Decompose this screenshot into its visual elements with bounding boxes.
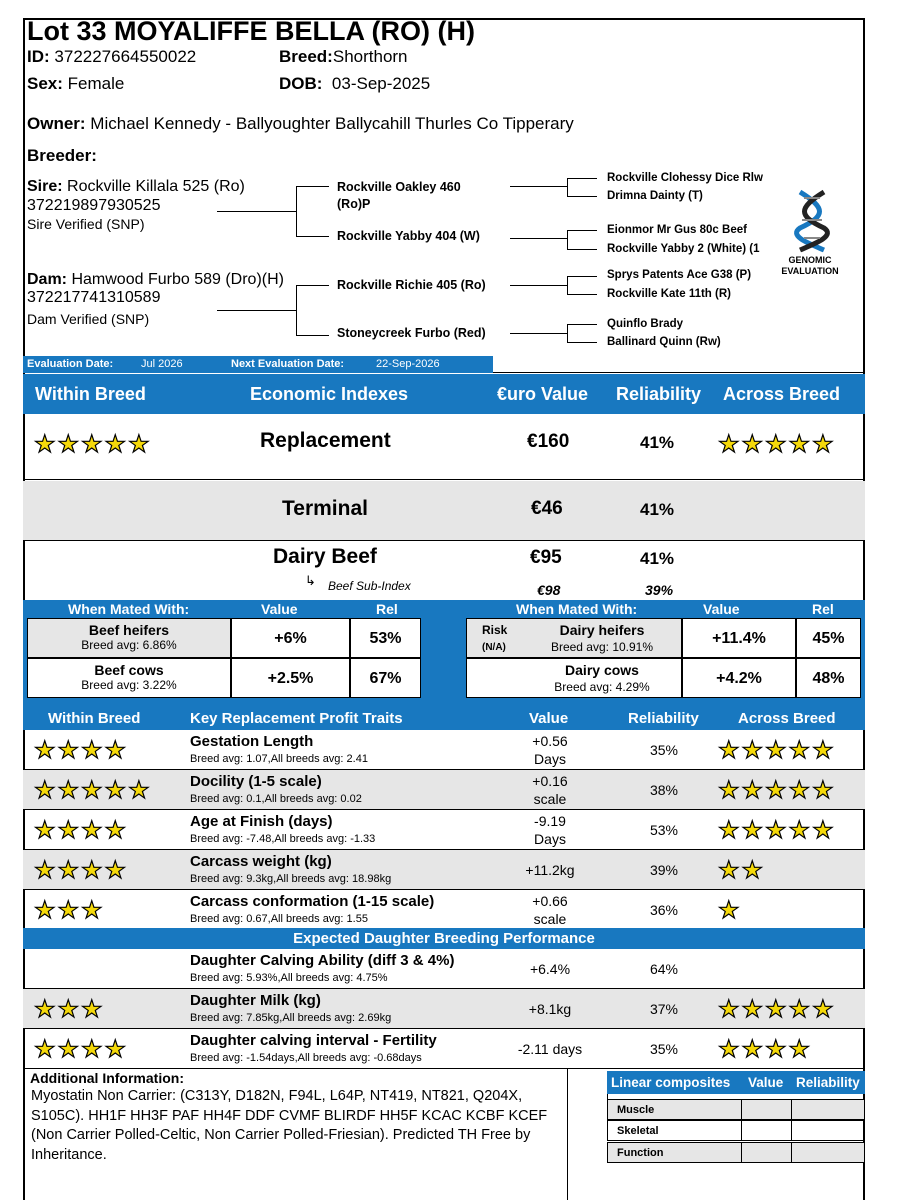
trait-average: Breed avg: 0.1,All breeds avg: 0.02 bbox=[190, 793, 362, 805]
trait-average: Breed avg: 7.85kg,All breeds avg: 2.69kg bbox=[190, 1012, 392, 1024]
trait-name: Carcass conformation (1-15 scale) bbox=[190, 893, 435, 910]
granddam-maternal: Stoneycreek Furbo (Red) bbox=[337, 326, 486, 340]
trait-average: Breed avg: -1.54days,All breeds avg: -0.68days bbox=[190, 1052, 422, 1064]
mated-header: When Mated With: Value Rel When Mated With: Value Rel bbox=[23, 600, 865, 618]
sex-line: Sex: Female bbox=[27, 74, 125, 93]
daughter-row bbox=[23, 989, 865, 1029]
within-stars: ★★★★★ bbox=[34, 776, 152, 804]
trait-average: Breed avg: 1.07,All breeds avg: 2.41 bbox=[190, 753, 368, 765]
trait-row bbox=[23, 730, 865, 770]
trait-unit: scale bbox=[533, 911, 567, 927]
granddam-paternal: Rockville Yabby 404 (W) bbox=[337, 229, 480, 243]
across-stars: ★★★★★ bbox=[718, 430, 836, 458]
across-stars: ★★★★★ bbox=[718, 776, 836, 804]
trait-average: Breed avg: 0.67,All breeds avg: 1.55 bbox=[190, 913, 368, 925]
trait-value: +0.66 bbox=[532, 893, 568, 909]
trait-row bbox=[23, 770, 865, 810]
trait-reliability: 35% bbox=[649, 1041, 679, 1057]
terminal-row: Terminal €46 41% bbox=[23, 481, 865, 541]
trait-name: Carcass weight (kg) bbox=[190, 853, 332, 870]
additional-text: Myostatin Non Carrier: (C313Y, D182N, F94L, L64P, NT419, NT821, Q204X, S105C). HH1F HH3F PAF HH4F DDF CVMF BLIRDF HH5F KCAC KCBF KCEF (Non Carrier Polled-Celtic, Non Carrier Polled-Friesian). Predicted TH Free by Inheritance. bbox=[31, 1088, 548, 1163]
trait-value: +11.2kg bbox=[525, 862, 575, 878]
lot-title: Lot 33 MOYALIFFE BELLA (RO) (H) bbox=[27, 16, 475, 46]
trait-value: +0.56 bbox=[532, 733, 568, 749]
trait-unit: Days bbox=[534, 751, 566, 767]
linear-name: Function bbox=[617, 1147, 664, 1159]
trait-name: Daughter Milk (kg) bbox=[190, 992, 321, 1009]
genomic-label: GENOMIC EVALUATION bbox=[781, 255, 839, 276]
sub-index-arrow-icon: ↳ bbox=[305, 573, 316, 588]
trait-reliability: 53% bbox=[649, 822, 679, 838]
dairy-beef-row: Dairy Beef €95 41% ↳ Beef Sub-Index €98 39% bbox=[273, 545, 675, 598]
ggp-1: Rockville Clohessy Dice Rlw bbox=[607, 172, 763, 184]
trait-value: +8.1kg bbox=[528, 1001, 572, 1017]
trait-value: -9.19 bbox=[534, 813, 566, 829]
grandsire-maternal: Rockville Richie 405 (Ro) bbox=[337, 278, 486, 292]
dob-line: DOB: 03-Sep-2025 bbox=[279, 74, 431, 93]
breed-line: Breed:Shorthorn bbox=[279, 47, 408, 66]
linear-header: Linear composites Value Reliability bbox=[607, 1071, 865, 1094]
trait-name: Gestation Length bbox=[190, 733, 314, 750]
within-stars: ★★★★ bbox=[34, 1035, 129, 1063]
trait-average: Breed avg: 9.3kg,All breeds avg: 18.98kg bbox=[190, 873, 392, 885]
within-stars: ★★★★ bbox=[34, 856, 129, 884]
additional-title: Additional Information: bbox=[30, 1070, 184, 1086]
beef-cows-cell: Beef cows Breed avg: 3.22% bbox=[27, 658, 231, 698]
dam-block: Dam: Hamwood Furbo 589 (Dro)(H) 372217741310589 Dam Verified (SNP) bbox=[27, 271, 284, 327]
trait-row bbox=[23, 810, 865, 850]
across-stars: ★★★★ bbox=[718, 1035, 813, 1063]
within-stars: ★★★★ bbox=[34, 736, 129, 764]
ggp-7: Quinflo Brady bbox=[607, 318, 684, 330]
linear-row bbox=[607, 1120, 865, 1141]
trait-name: Daughter calving interval - Fertility bbox=[190, 1032, 437, 1049]
indexes-header: Within Breed Economic Indexes €uro Value Reliability Across Breed bbox=[23, 374, 865, 414]
ggp-3: Eionmor Mr Gus 80c Beef bbox=[607, 224, 747, 236]
owner-line: Owner: Michael Kennedy - Ballyoughter Ballycahill Thurles Co Tipperary bbox=[27, 114, 574, 133]
across-stars: ★★★★★ bbox=[718, 736, 836, 764]
trait-name: Docility (1-5 scale) bbox=[190, 773, 322, 790]
linear-row bbox=[607, 1142, 865, 1163]
trait-unit: Days bbox=[534, 831, 566, 847]
trait-value: -2.11 days bbox=[517, 1041, 583, 1057]
across-stars: ★★★★★ bbox=[718, 995, 836, 1023]
dairy-cows-cell: Dairy cows Breed avg: 4.29% bbox=[466, 658, 682, 698]
daughter-row bbox=[23, 949, 865, 989]
replacement-row: ★★★★★ Replacement €160 41% ★★★★★ bbox=[23, 414, 865, 480]
trait-reliability: 64% bbox=[649, 961, 679, 977]
within-stars: ★★★ bbox=[34, 896, 105, 924]
daughter-row bbox=[23, 1029, 865, 1069]
trait-reliability: 39% bbox=[649, 862, 679, 878]
linear-name: Muscle bbox=[617, 1104, 655, 1116]
dna-icon bbox=[790, 188, 834, 254]
trait-reliability: 37% bbox=[649, 1001, 679, 1017]
linear-row bbox=[607, 1099, 865, 1120]
within-stars: ★★★ bbox=[34, 995, 105, 1023]
sire-block: Sire: Rockville Killala 525 (Ro) 372219897930525 Sire Verified (SNP) bbox=[27, 178, 245, 232]
trait-row bbox=[23, 850, 865, 890]
grandsire-paternal: Rockville Oakley 460 (Ro)P bbox=[337, 180, 461, 211]
trait-reliability: 35% bbox=[649, 742, 679, 758]
trait-name: Age at Finish (days) bbox=[190, 813, 333, 830]
across-stars: ★★ bbox=[718, 856, 766, 884]
dairy-heifers-cell: Risk (N/A) Dairy heifers Breed avg: 10.91% bbox=[466, 618, 682, 658]
ggp-4: Rockville Yabby 2 (White) (1 bbox=[607, 243, 760, 255]
trait-unit: scale bbox=[533, 791, 567, 807]
linear-name: Skeletal bbox=[617, 1125, 659, 1137]
ggp-5: Sprys Patents Ace G38 (P) bbox=[607, 269, 752, 281]
daughter-header: Expected Daughter Breeding Performance bbox=[23, 928, 865, 949]
trait-reliability: 36% bbox=[649, 902, 679, 918]
trait-average: Breed avg: 5.93%,All breeds avg: 4.75% bbox=[190, 972, 388, 984]
across-stars: ★ bbox=[718, 896, 742, 924]
breeder-label: Breeder: bbox=[27, 146, 97, 165]
trait-average: Breed avg: -7.48,All breeds avg: -1.33 bbox=[190, 833, 376, 845]
trait-row bbox=[23, 890, 865, 930]
ggp-6: Rockville Kate 11th (R) bbox=[607, 288, 731, 300]
within-stars: ★★★★ bbox=[34, 816, 129, 844]
beef-heifers-cell: Beef heifers Breed avg: 6.86% bbox=[27, 618, 231, 658]
ggp-2: Drimna Dainty (T) bbox=[607, 190, 703, 202]
within-stars: ★★★★★ bbox=[34, 430, 152, 458]
traits-header: Within Breed Key Replacement Profit Traits Value Reliability Across Breed bbox=[23, 708, 865, 730]
across-stars: ★★★★★ bbox=[718, 816, 836, 844]
evaluation-bar: Evaluation Date: Jul 2026 Next Evaluation Date: 22-Sep-2026 bbox=[23, 356, 493, 373]
trait-value: +0.16 bbox=[532, 773, 568, 789]
trait-reliability: 38% bbox=[649, 782, 679, 798]
ggp-8: Ballinard Quinn (Rw) bbox=[607, 336, 721, 348]
trait-value: +6.4% bbox=[529, 961, 571, 977]
id-line: ID: 372227664550022 bbox=[27, 47, 197, 66]
trait-name: Daughter Calving Ability (diff 3 & 4%) bbox=[190, 952, 455, 969]
